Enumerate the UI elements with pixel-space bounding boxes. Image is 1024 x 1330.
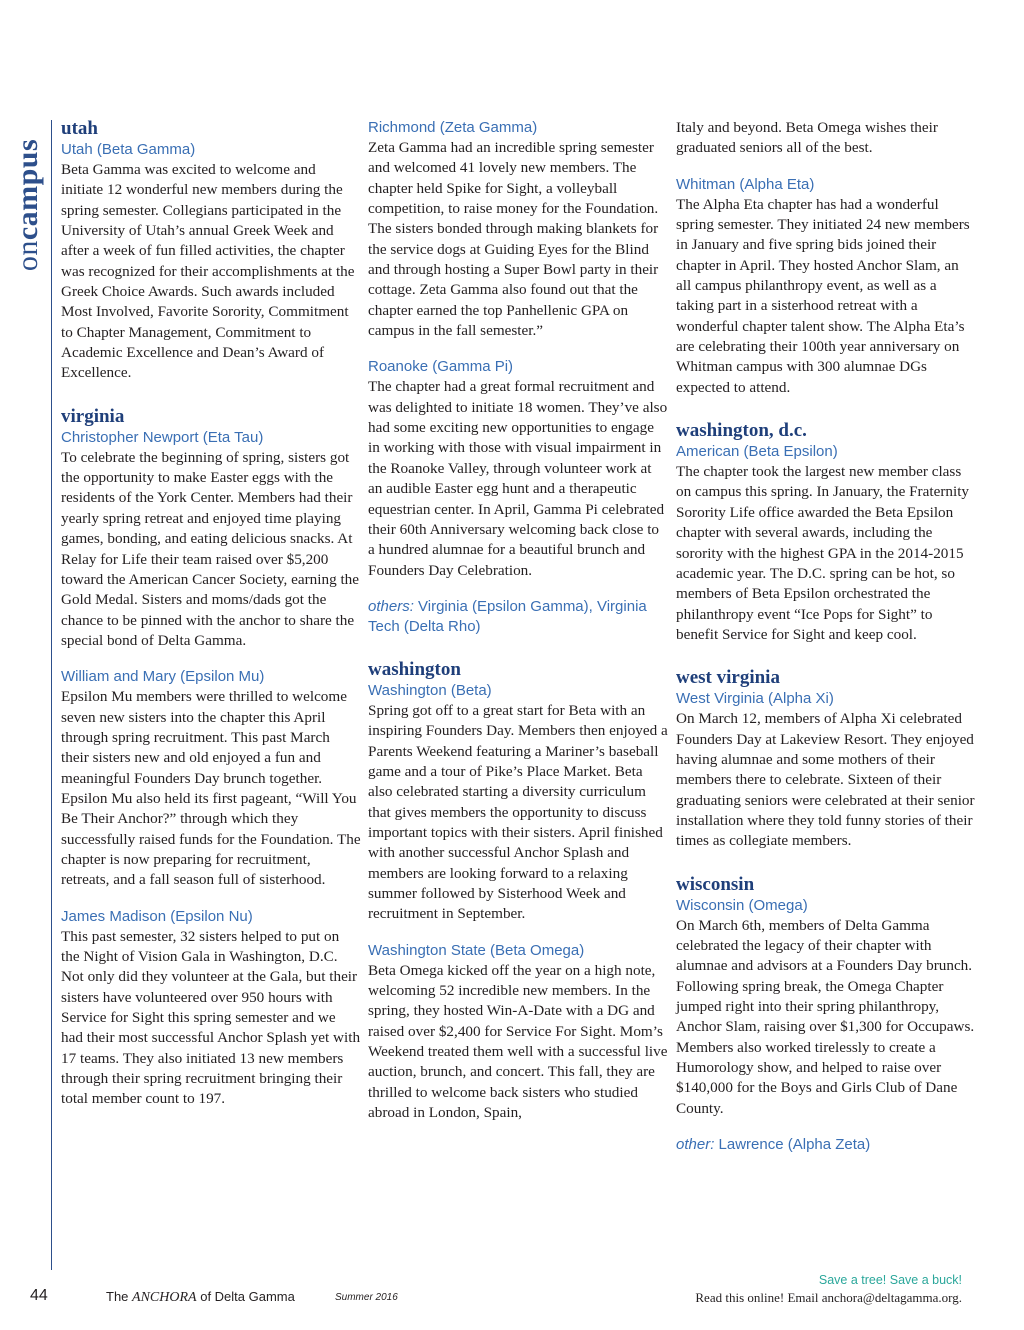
column-1 [61, 118, 361, 1110]
pub-suffix: of Delta Gamma [200, 1289, 295, 1304]
section-label-prefix: on [11, 240, 45, 272]
pub-prefix: The [106, 1289, 129, 1304]
chapter-report: To celebrate the beginning of spring, sisters got the opportunity to make Easter eggs with the residents of the York Center. Members had their yearly spring retreat and enjoyed time playing games, bonding, and eating delicious snacks. At Relay for Life their team raised over $5,200 toward the American Cancer Society, earning the Gold Medal. Sisters and moms/dads got the chance to be pinned with the anchor to share the special bond of Delta Gamma. [61, 448, 360, 649]
chapter-heading: Washington State (Beta Omega) [368, 941, 585, 959]
chapter-heading: American (Beta Epsilon) [676, 443, 838, 461]
read-online-note[interactable]: Read this online! Email anchora@deltagamma.org. [695, 1290, 962, 1305]
chapter-heading: Wisconsin (Omega) [676, 896, 808, 914]
other-chapters-list: Lawrence (Alpha Zeta) [718, 1136, 871, 1154]
chapter-heading: Whitman (Alpha Eta) [676, 175, 815, 193]
chapter-report: On March 6th, members of Delta Gamma celebrated the legacy of their chapter with alumnae and advisors at a Founders Day brunch. Following spring break, the Omega Chapter jumped right into their spring philanthropy, Anchor Slam, raising over $1,300 for Occupaws. Members also worked tirelessly to create a Humorology show, and helped to raise over $140,000 for the Boys and Girls Club of Dane County. [676, 916, 975, 1117]
chapter-report: Spring got off to a great start for Beta with an inspiring Founders Day. Members then enjoyed a Parents Weekend featuring a Mariner’s baseball game and a tour of Pike’s Place Market. Beta also celebrated starting a diversity curriculum that gives members the opportunity to discuss important topics with their sisters. April finished with another successful Anchor Splash and members are looking forward to a relaxing summer followed by Sisterhood Week and recruitment in September. [368, 701, 668, 923]
save-tree-note: Save a tree! Save a buck! [818, 1273, 962, 1287]
other-chapters [676, 1135, 976, 1155]
other-chapters-label: other: [676, 1136, 715, 1154]
chapter-report: The chapter took the largest new member class on campus this spring. In January, the Fraternity Sorority Life office awarded the Beta Epsilon chapter with several awards, including the sorority with the highest GPA in the 2014-2015 academic year. The D.C. spring can be hot, so members of Beta Epsilon orchestrated the philanthropy event “Ice Pops for Sight” to benefit Service for Sight and keep cool. [676, 463, 970, 643]
state-heading: washington [368, 658, 461, 680]
section-label [8, 130, 48, 280]
state-heading: washington, d.c. [676, 420, 807, 442]
chapter-heading: James Madison (Epsilon Nu) [61, 907, 253, 925]
chapter-report: On March 12, members of Alpha Xi celebrated Founders Day at Lakeview Resort. They enjoyed having alumnae and some mothers of their members there to celebrate. Sixteen of their graduating seniors were celebrated at their senior installation where they told funny stories of their times as collegiate members. [676, 710, 975, 850]
other-chapters [368, 597, 668, 637]
chapter-heading: Roanoke (Gamma Pi) [368, 358, 514, 376]
state-heading: wisconsin [676, 873, 755, 895]
section-label-word: campus [11, 138, 45, 241]
pub-title: ANCHORA [132, 1290, 197, 1305]
chapter-heading: Richmond (Zeta Gamma) [368, 119, 538, 136]
publication-name [106, 1289, 295, 1306]
other-chapters-list: Virginia (Epsilon Gamma), Virginia Tech (Delta Rho) [368, 597, 647, 635]
chapter-report: The chapter had a great formal recruitment and was delighted to initiate 18 women. They’ve also had some exciting new opportunities to engage in working with those with visual impairment in the Roanoke Valley, through volunteer work at an audible Easter egg hunt and a therapeutic equestrian center. In April, Gamma Pi celebrated their 60th Anniversary welcoming back close to a hundred alumnae for a beautiful brunch and Founders Day Celebration. [368, 378, 668, 579]
chapter-report: Italy and beyond. Beta Omega wishes their graduated seniors all of the best. [676, 119, 938, 157]
state-heading: utah [61, 118, 98, 139]
chapter-report: Beta Omega kicked off the year on a high note, welcoming 52 incredible new members. In the spring, they hosted Win-A-Date with a DG and raised over $2,400 for Service For Sight. Mom’s Weekend treated them well with a successful live auction, brunch, and concert. This fall, they are thrilled to welcome back sisters who studied abroad in London, Spain, [368, 961, 668, 1122]
chapter-report: Zeta Gamma had an incredible spring semester and welcomed 41 lovely new members. The chapter held Spike for Sight, a volleyball competition, to raise money for the Foundation. The sisters bonded through making blankets for the service dogs at Guiding Eyes for the Blind and through hosting a Super Bowl party in their cottage. Zeta Gamma also found out that the chapter earned the top Panhellenic GPA on campus in the fall semester.” [368, 139, 659, 340]
chapter-heading: Christopher Newport (Eta Tau) [61, 428, 264, 446]
chapter-heading: Washington (Beta) [368, 681, 492, 699]
column-2 [368, 118, 668, 1123]
chapter-report: The Alpha Eta chapter has had a wonderful spring semester. They initiated 24 new members in January and five spring bids joined their chapter in April. They hosted Anchor Slam, an all campus philanthropy event, as well as a taking part in a sisterhood retreat with a wonderful chapter talent show. The Alpha Eta’s are celebrating their 100th year anniversary on Whitman campus with 300 alumnae DGs expected to attend. [676, 195, 970, 396]
page-number: 44 [30, 1287, 48, 1304]
chapter-heading: West Virginia (Alpha Xi) [676, 690, 834, 708]
sidebar-rule [51, 120, 52, 1270]
other-chapters-label: others: [368, 597, 414, 615]
chapter-report: Beta Gamma was excited to welcome and initiate 12 wonderful new members during the spring semester. Collegians participated in the University of Utah’s annual Greek Week and after a week of fun filled activities, the chapter was recognized for their accomplishments at the Greek Choice Awards. Such awards included Most Involved, Favorite Sorority, Commitment to Chapter Management, Commitment to Academic Excellence and Dean’s Award of Excellence. [61, 161, 355, 382]
chapter-heading: William and Mary (Epsilon Mu) [61, 668, 265, 686]
column-3 [676, 118, 976, 1155]
chapter-report: This past semester, 32 sisters helped to put on the Night of Vision Gala in Washington, D.C. Not only did they volunteer at the Gala, but their sisters have volunteered over 950 hours with Service for Sight this spring semester and we had their most successful Anchor Splash yet with 17 teams. They also initiated 13 new members through their spring recruitment bringing their total member count to 197. [61, 927, 361, 1108]
issue-label: Summer 2016 [335, 1292, 398, 1303]
state-heading: virginia [61, 405, 125, 427]
chapter-report: Epsilon Mu members were thrilled to welcome seven new sisters into the chapter this April through spring recruitment. This past March their sisters new and old enjoyed a fun and meaningful Founders Day brunch together. Epsilon Mu also held its first pageant, “Will You Be Their Anchor?” through which they successfully raised funds for the Foundation. The chapter is now preparing for recruitment, retreats, and a fall season full of sisterhood. [61, 688, 361, 889]
state-heading: west virginia [676, 667, 780, 689]
chapter-heading: Utah (Beta Gamma) [61, 141, 196, 158]
